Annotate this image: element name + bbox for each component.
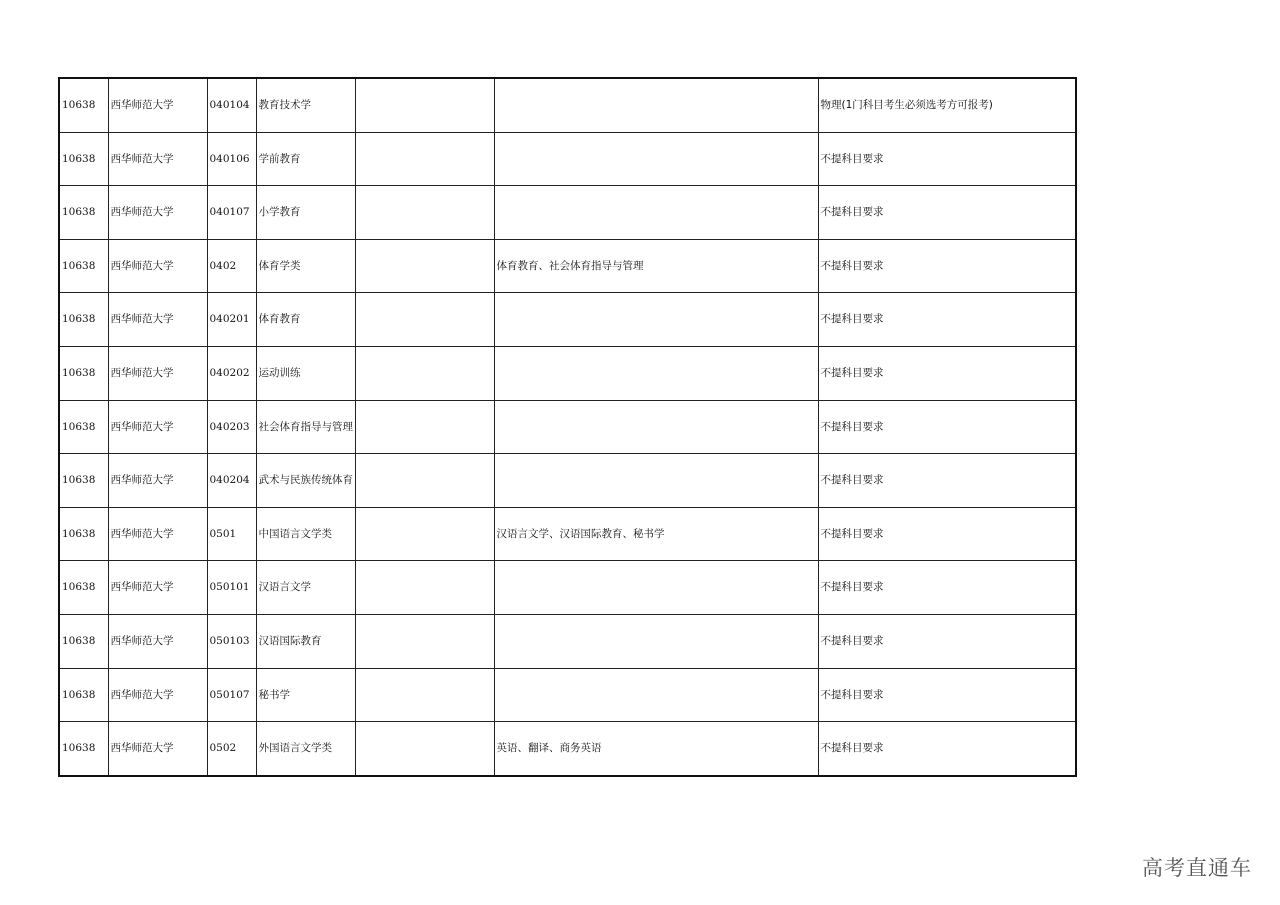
major-name-cell: 学前教育 bbox=[256, 132, 355, 186]
major-code-cell: 040104 bbox=[207, 78, 256, 132]
school-name-cell: 西华师范大学 bbox=[108, 400, 207, 454]
major-name-cell: 运动训练 bbox=[256, 346, 355, 400]
table-row bbox=[59, 293, 1076, 347]
table-row bbox=[59, 239, 1076, 293]
school-code-cell: 10638 bbox=[59, 561, 108, 615]
school-code-cell: 10638 bbox=[59, 507, 108, 561]
major-code-cell: 050107 bbox=[207, 668, 256, 722]
table-body bbox=[59, 78, 1076, 776]
empty-cell bbox=[355, 239, 494, 293]
major-name-cell: 小学教育 bbox=[256, 186, 355, 240]
empty-cell bbox=[355, 78, 494, 132]
school-name-cell: 西华师范大学 bbox=[108, 561, 207, 615]
subject-requirement-cell: 不提科目要求 bbox=[818, 346, 1076, 400]
empty-cell bbox=[355, 722, 494, 776]
empty-cell bbox=[355, 186, 494, 240]
empty-cell bbox=[355, 293, 494, 347]
school-name-cell: 西华师范大学 bbox=[108, 132, 207, 186]
subject-requirement-cell: 不提科目要求 bbox=[818, 454, 1076, 508]
major-name-cell: 汉语言文学 bbox=[256, 561, 355, 615]
major-code-cell: 040203 bbox=[207, 400, 256, 454]
school-name-cell: 西华师范大学 bbox=[108, 507, 207, 561]
empty-cell bbox=[355, 614, 494, 668]
school-name-cell: 西华师范大学 bbox=[108, 239, 207, 293]
table-row bbox=[59, 722, 1076, 776]
subject-requirement-cell: 不提科目要求 bbox=[818, 239, 1076, 293]
major-code-cell: 040202 bbox=[207, 346, 256, 400]
subject-requirement-cell: 不提科目要求 bbox=[818, 507, 1076, 561]
table-row bbox=[59, 78, 1076, 132]
school-code-cell: 10638 bbox=[59, 722, 108, 776]
school-name-cell: 西华师范大学 bbox=[108, 346, 207, 400]
subject-requirement-cell: 不提科目要求 bbox=[818, 400, 1076, 454]
school-code-cell: 10638 bbox=[59, 293, 108, 347]
major-code-cell: 040201 bbox=[207, 293, 256, 347]
major-name-cell: 秘书学 bbox=[256, 668, 355, 722]
included-majors-cell bbox=[494, 78, 818, 132]
school-code-cell: 10638 bbox=[59, 668, 108, 722]
school-code-cell: 10638 bbox=[59, 132, 108, 186]
table-row bbox=[59, 346, 1076, 400]
school-code-cell: 10638 bbox=[59, 78, 108, 132]
table-row bbox=[59, 132, 1076, 186]
school-code-cell: 10638 bbox=[59, 454, 108, 508]
subject-requirements-table bbox=[58, 77, 1077, 777]
major-name-cell: 社会体育指导与管理 bbox=[256, 400, 355, 454]
major-code-cell: 0501 bbox=[207, 507, 256, 561]
included-majors-cell bbox=[494, 186, 818, 240]
subject-requirement-cell: 不提科目要求 bbox=[818, 293, 1076, 347]
subject-requirement-cell: 不提科目要求 bbox=[818, 186, 1076, 240]
major-name-cell: 武术与民族传统体育 bbox=[256, 454, 355, 508]
major-code-cell: 040107 bbox=[207, 186, 256, 240]
major-code-cell: 040106 bbox=[207, 132, 256, 186]
school-name-cell: 西华师范大学 bbox=[108, 614, 207, 668]
included-majors-cell bbox=[494, 346, 818, 400]
school-name-cell: 西华师范大学 bbox=[108, 668, 207, 722]
major-name-cell: 外国语言文学类 bbox=[256, 722, 355, 776]
school-name-cell: 西华师范大学 bbox=[108, 454, 207, 508]
subject-requirement-cell: 不提科目要求 bbox=[818, 614, 1076, 668]
subject-requirement-cell: 不提科目要求 bbox=[818, 132, 1076, 186]
included-majors-cell bbox=[494, 454, 818, 508]
table-row bbox=[59, 507, 1076, 561]
included-majors-cell bbox=[494, 132, 818, 186]
empty-cell bbox=[355, 454, 494, 508]
school-name-cell: 西华师范大学 bbox=[108, 293, 207, 347]
subject-requirement-cell: 不提科目要求 bbox=[818, 722, 1076, 776]
subject-requirement-cell: 不提科目要求 bbox=[818, 561, 1076, 615]
included-majors-cell bbox=[494, 668, 818, 722]
empty-cell bbox=[355, 132, 494, 186]
included-majors-cell bbox=[494, 614, 818, 668]
table-row bbox=[59, 561, 1076, 615]
major-name-cell: 体育学类 bbox=[256, 239, 355, 293]
table-row bbox=[59, 186, 1076, 240]
major-name-cell: 教育技术学 bbox=[256, 78, 355, 132]
subject-requirement-cell: 物理(1门科目考生必须选考方可报考) bbox=[818, 78, 1076, 132]
school-code-cell: 10638 bbox=[59, 346, 108, 400]
empty-cell bbox=[355, 507, 494, 561]
subject-requirement-cell: 不提科目要求 bbox=[818, 668, 1076, 722]
major-code-cell: 0402 bbox=[207, 239, 256, 293]
empty-cell bbox=[355, 668, 494, 722]
included-majors-cell bbox=[494, 400, 818, 454]
major-name-cell: 中国语言文学类 bbox=[256, 507, 355, 561]
major-name-cell: 体育教育 bbox=[256, 293, 355, 347]
school-code-cell: 10638 bbox=[59, 614, 108, 668]
included-majors-cell bbox=[494, 293, 818, 347]
table-row bbox=[59, 668, 1076, 722]
school-name-cell: 西华师范大学 bbox=[108, 78, 207, 132]
table-row bbox=[59, 400, 1076, 454]
major-name-cell: 汉语国际教育 bbox=[256, 614, 355, 668]
empty-cell bbox=[355, 400, 494, 454]
major-code-cell: 050103 bbox=[207, 614, 256, 668]
table-row bbox=[59, 454, 1076, 508]
empty-cell bbox=[355, 346, 494, 400]
empty-cell bbox=[355, 561, 494, 615]
school-code-cell: 10638 bbox=[59, 400, 108, 454]
included-majors-cell: 体育教育、社会体育指导与管理 bbox=[494, 239, 818, 293]
watermark-text: 高考直通车 bbox=[1142, 856, 1252, 880]
table-row bbox=[59, 614, 1076, 668]
school-name-cell: 西华师范大学 bbox=[108, 186, 207, 240]
school-code-cell: 10638 bbox=[59, 186, 108, 240]
included-majors-cell: 英语、翻译、商务英语 bbox=[494, 722, 818, 776]
included-majors-cell bbox=[494, 561, 818, 615]
school-code-cell: 10638 bbox=[59, 239, 108, 293]
major-code-cell: 0502 bbox=[207, 722, 256, 776]
included-majors-cell: 汉语言文学、汉语国际教育、秘书学 bbox=[494, 507, 818, 561]
major-code-cell: 050101 bbox=[207, 561, 256, 615]
school-name-cell: 西华师范大学 bbox=[108, 722, 207, 776]
major-code-cell: 040204 bbox=[207, 454, 256, 508]
